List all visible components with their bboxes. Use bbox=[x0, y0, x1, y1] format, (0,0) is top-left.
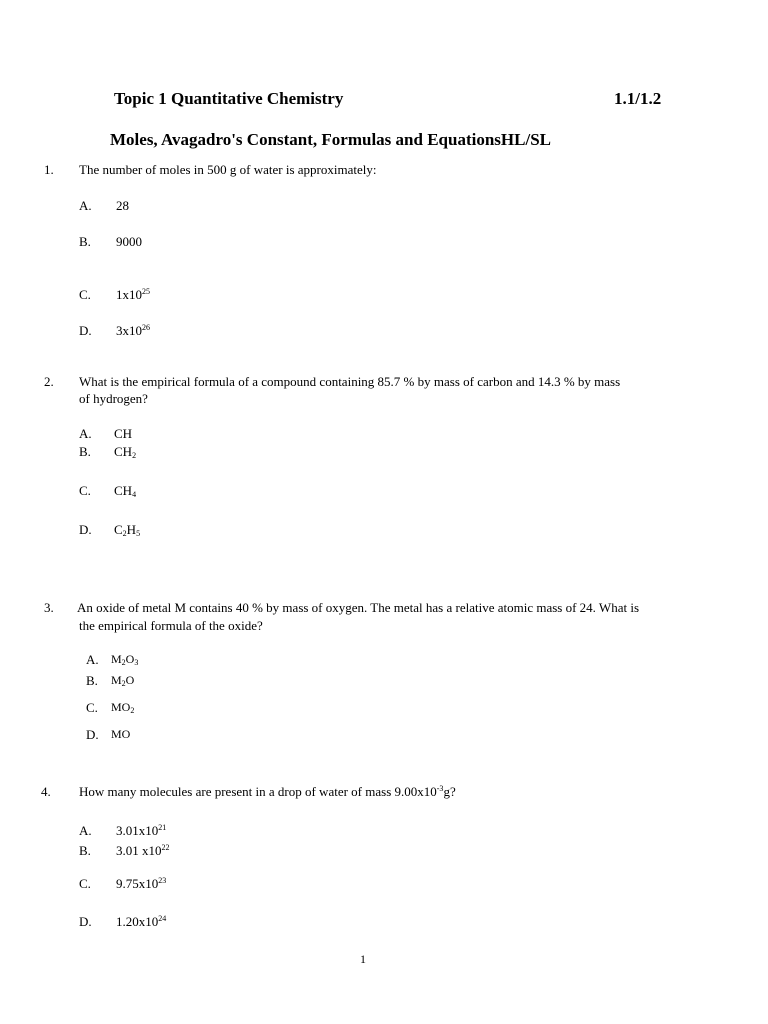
q3a-base: M bbox=[111, 652, 122, 666]
question-2-number: 2. bbox=[44, 374, 54, 389]
q4-option-d-value bbox=[116, 914, 166, 930]
page-subtitle bbox=[110, 130, 551, 150]
q1d-base: 3x10 bbox=[116, 323, 142, 338]
q4-option-c-letter: C. bbox=[79, 876, 91, 891]
question-2-text-line-1: What is the empirical formula of a compound containing 85.7 % by mass of carbon and 14.3 % by mass bbox=[79, 374, 621, 389]
q2-option-c-value bbox=[114, 483, 136, 499]
q4b-exponent: 22 bbox=[161, 843, 170, 852]
q2b-subscript: 2 bbox=[132, 451, 137, 460]
q1-option-b-value: 9000 bbox=[116, 234, 142, 249]
q4d-exponent: 24 bbox=[158, 914, 167, 923]
page-number: 1 bbox=[360, 952, 366, 966]
q4-option-d-letter: D. bbox=[79, 914, 92, 929]
q3b-subscript: 2 bbox=[121, 679, 126, 688]
q2d-base-2: H bbox=[126, 522, 137, 537]
section-number: 1.1/1.2 bbox=[614, 89, 662, 108]
q4a-base: 3.01x10 bbox=[116, 823, 159, 838]
q3-option-d-letter: D. bbox=[86, 727, 99, 742]
q2c-base: CH bbox=[114, 483, 133, 498]
question-3-number: 3. bbox=[44, 600, 54, 615]
q4-exponent: -3 bbox=[436, 784, 444, 793]
q3-option-a-value bbox=[111, 652, 138, 667]
q3c-subscript: 2 bbox=[130, 706, 135, 715]
q3-option-b-value bbox=[111, 673, 134, 688]
q2-option-a-letter: A. bbox=[79, 426, 92, 441]
q4d-base: 1.20x10 bbox=[116, 914, 159, 929]
question-3-text-line-2: the empirical formula of the oxide? bbox=[79, 618, 263, 633]
q3a-subscript: 2 bbox=[121, 658, 126, 667]
q2d-base: C bbox=[114, 522, 123, 537]
subtitle-text: Moles, Avagadro's Constant, Formulas and Equations bbox=[110, 130, 501, 149]
question-3-text-line-1: An oxide of metal M contains 40 % by mass of oxygen. The metal has a relative atomic mass of 24. What is bbox=[77, 600, 640, 615]
question-4-number: 4. bbox=[41, 784, 51, 799]
q2b-base: CH bbox=[114, 444, 133, 459]
q4-option-b-letter: B. bbox=[79, 843, 91, 858]
q3c-base: MO bbox=[111, 700, 131, 714]
q1-option-a-value: 28 bbox=[116, 198, 129, 213]
q1-option-d-letter: D. bbox=[79, 323, 92, 338]
q2-option-d-value bbox=[114, 522, 140, 538]
q3b-base-2: O bbox=[125, 673, 135, 687]
q1-option-a-letter: A. bbox=[79, 198, 92, 213]
q2d-subscript: 2 bbox=[122, 529, 127, 538]
q1c-base: 1x10 bbox=[116, 287, 142, 302]
q2-option-a-value: CH bbox=[114, 426, 133, 441]
q4-text-start: How many molecules are present in a drop of water of mass 9.00x10 bbox=[79, 784, 437, 799]
q4-text-end: g? bbox=[443, 784, 456, 799]
q4a-exponent: 21 bbox=[158, 823, 167, 832]
q1c-exponent: 25 bbox=[142, 287, 150, 296]
q1-option-c-letter: C. bbox=[79, 287, 91, 302]
q2c-subscript: 4 bbox=[132, 490, 137, 499]
question-4-text bbox=[79, 784, 456, 800]
q3a-subscript-2: 3 bbox=[134, 658, 139, 667]
q3a-base-2: O bbox=[125, 652, 135, 666]
q3-option-c-value bbox=[111, 700, 134, 715]
q1-option-c-value bbox=[116, 287, 150, 303]
q4-option-a-letter: A. bbox=[79, 823, 92, 838]
question-2-text-line-2: of hydrogen? bbox=[79, 391, 148, 406]
q3-option-b-letter: B. bbox=[86, 673, 98, 688]
level-text: HL/SL bbox=[500, 130, 552, 149]
q2-option-d-letter: D. bbox=[79, 522, 92, 537]
q4-option-c-value bbox=[116, 876, 166, 892]
q4c-base: 9.75x10 bbox=[116, 876, 159, 891]
q3-option-a-letter: A. bbox=[86, 652, 99, 667]
q3-option-d-value: MO bbox=[111, 727, 131, 741]
q2-option-c-letter: C. bbox=[79, 483, 91, 498]
q4-option-a-value bbox=[116, 823, 166, 839]
q3-option-c-letter: C. bbox=[86, 700, 98, 715]
q4-option-b-value bbox=[116, 843, 170, 859]
q2d-subscript-2: 5 bbox=[136, 529, 141, 538]
q1-option-b-letter: B. bbox=[79, 234, 91, 249]
q4c-exponent: 23 bbox=[158, 876, 167, 885]
question-1-text: The number of moles in 500 g of water is approximately: bbox=[79, 162, 377, 177]
question-1-number: 1. bbox=[44, 162, 54, 177]
q4b-base: 3.01 x10 bbox=[116, 843, 162, 858]
q2-option-b-value bbox=[114, 444, 136, 460]
q1d-exponent: 26 bbox=[142, 323, 150, 332]
q1-option-d-value bbox=[116, 323, 150, 339]
topic-title: Topic 1 Quantitative Chemistry bbox=[114, 89, 344, 108]
q3b-base: M bbox=[111, 673, 122, 687]
q2-option-b-letter: B. bbox=[79, 444, 91, 459]
